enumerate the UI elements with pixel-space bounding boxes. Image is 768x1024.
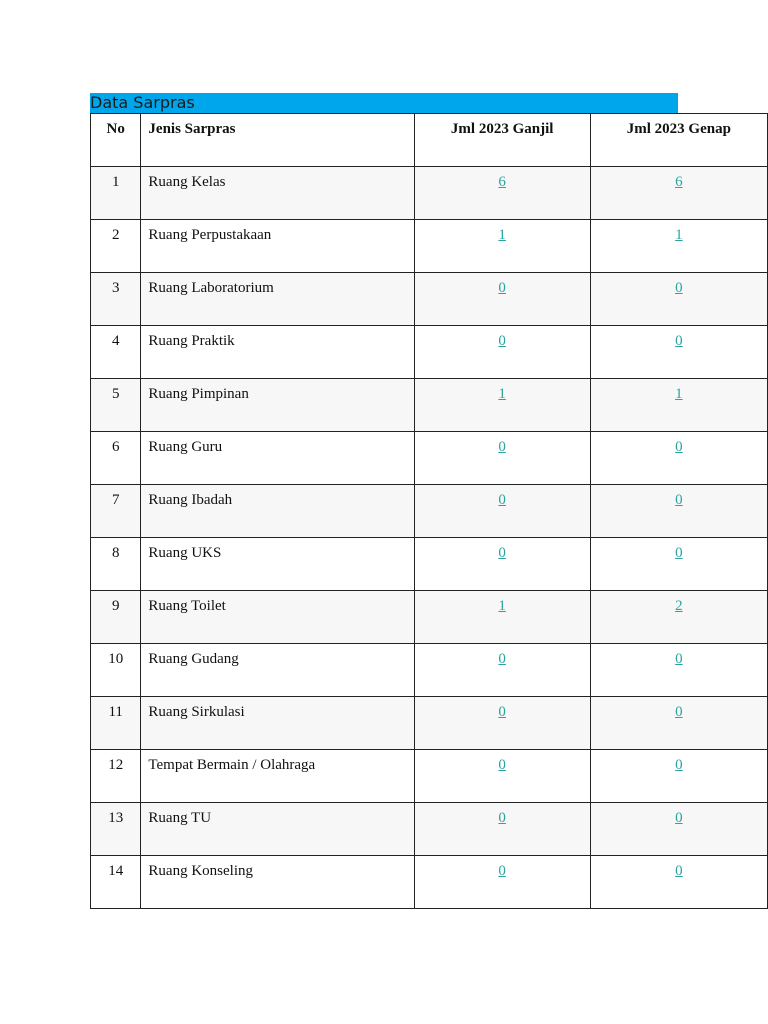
cell-jml-ganjil <box>414 803 590 856</box>
cell-jml-genap <box>590 220 767 273</box>
jml-genap-link[interactable]: 6 <box>675 174 683 190</box>
header-row <box>91 114 768 167</box>
cell-jenis-sarpras: Tempat Bermain / Olahraga <box>141 750 414 803</box>
table-row <box>91 591 768 644</box>
jml-ganjil-link[interactable]: 0 <box>498 439 506 455</box>
header-jml-2023-ganjil: Jml 2023 Ganjil <box>414 114 590 167</box>
cell-jml-genap <box>590 326 767 379</box>
cell-jml-ganjil <box>414 273 590 326</box>
jml-ganjil-link[interactable]: 0 <box>498 333 506 349</box>
cell-jenis-sarpras: Ruang Konseling <box>141 856 414 909</box>
cell-jenis-sarpras: Ruang Perpustakaan <box>141 220 414 273</box>
jml-ganjil-link[interactable]: 0 <box>498 757 506 773</box>
jml-ganjil-link[interactable]: 0 <box>498 651 506 667</box>
jml-genap-link[interactable]: 1 <box>675 227 683 243</box>
header-jml-2023-genap: Jml 2023 Genap <box>590 114 767 167</box>
cell-jml-genap <box>590 750 767 803</box>
cell-no: 8 <box>91 538 141 591</box>
table-row <box>91 273 768 326</box>
table-row <box>91 803 768 856</box>
cell-no: 13 <box>91 803 141 856</box>
table-row <box>91 750 768 803</box>
jml-ganjil-link[interactable]: 0 <box>498 280 506 296</box>
cell-jenis-sarpras: Ruang Gudang <box>141 644 414 697</box>
jml-ganjil-link[interactable]: 0 <box>498 863 506 879</box>
cell-jml-genap <box>590 697 767 750</box>
jml-ganjil-link[interactable]: 0 <box>498 492 506 508</box>
cell-no: 5 <box>91 379 141 432</box>
cell-no: 12 <box>91 750 141 803</box>
cell-no: 7 <box>91 485 141 538</box>
cell-jml-genap <box>590 432 767 485</box>
cell-no: 4 <box>91 326 141 379</box>
cell-no: 1 <box>91 167 141 220</box>
table-row <box>91 167 768 220</box>
cell-jml-genap <box>590 803 767 856</box>
jml-genap-link[interactable]: 0 <box>675 545 683 561</box>
header-jenis-sarpras: Jenis Sarpras <box>141 114 414 167</box>
cell-jml-ganjil <box>414 326 590 379</box>
cell-no: 3 <box>91 273 141 326</box>
table-row <box>91 644 768 697</box>
cell-jenis-sarpras: Ruang Praktik <box>141 326 414 379</box>
table-row <box>91 432 768 485</box>
jml-ganjil-link[interactable]: 1 <box>498 598 506 614</box>
section-title: Data Sarpras <box>90 93 678 113</box>
cell-jenis-sarpras: Ruang Sirkulasi <box>141 697 414 750</box>
table-body <box>91 167 768 909</box>
jml-genap-link[interactable]: 0 <box>675 439 683 455</box>
cell-jml-ganjil <box>414 697 590 750</box>
cell-jenis-sarpras: Ruang TU <box>141 803 414 856</box>
jml-genap-link[interactable]: 0 <box>675 757 683 773</box>
cell-jml-ganjil <box>414 220 590 273</box>
cell-no: 6 <box>91 432 141 485</box>
table-row <box>91 220 768 273</box>
jml-genap-link[interactable]: 1 <box>675 386 683 402</box>
jml-genap-link[interactable]: 0 <box>675 863 683 879</box>
cell-jenis-sarpras: Ruang UKS <box>141 538 414 591</box>
jml-genap-link[interactable]: 2 <box>675 598 683 614</box>
cell-no: 11 <box>91 697 141 750</box>
cell-jenis-sarpras: Ruang Pimpinan <box>141 379 414 432</box>
jml-ganjil-link[interactable]: 6 <box>498 174 506 190</box>
cell-jenis-sarpras: Ruang Guru <box>141 432 414 485</box>
cell-jml-ganjil <box>414 167 590 220</box>
jml-ganjil-link[interactable]: 0 <box>498 810 506 826</box>
cell-jml-ganjil <box>414 856 590 909</box>
table-row <box>91 485 768 538</box>
jml-ganjil-link[interactable]: 1 <box>498 227 506 243</box>
cell-jml-ganjil <box>414 750 590 803</box>
cell-jml-genap <box>590 273 767 326</box>
jml-ganjil-link[interactable]: 0 <box>498 545 506 561</box>
jml-genap-link[interactable]: 0 <box>675 492 683 508</box>
cell-no: 2 <box>91 220 141 273</box>
table-row <box>91 697 768 750</box>
cell-jml-ganjil <box>414 379 590 432</box>
table-header <box>91 114 768 167</box>
table-row <box>91 856 768 909</box>
jml-genap-link[interactable]: 0 <box>675 810 683 826</box>
jml-genap-link[interactable]: 0 <box>675 651 683 667</box>
jml-ganjil-link[interactable]: 0 <box>498 704 506 720</box>
cell-jml-ganjil <box>414 538 590 591</box>
jml-ganjil-link[interactable]: 1 <box>498 386 506 402</box>
cell-no: 14 <box>91 856 141 909</box>
header-no: No <box>91 114 141 167</box>
cell-jenis-sarpras: Ruang Toilet <box>141 591 414 644</box>
cell-jml-genap <box>590 538 767 591</box>
jml-genap-link[interactable]: 0 <box>675 280 683 296</box>
cell-no: 10 <box>91 644 141 697</box>
cell-jenis-sarpras: Ruang Kelas <box>141 167 414 220</box>
sarpras-table <box>90 113 768 909</box>
cell-jml-genap <box>590 167 767 220</box>
cell-jml-genap <box>590 591 767 644</box>
cell-jml-ganjil <box>414 485 590 538</box>
table-row <box>91 379 768 432</box>
cell-jenis-sarpras: Ruang Ibadah <box>141 485 414 538</box>
cell-jenis-sarpras: Ruang Laboratorium <box>141 273 414 326</box>
cell-no: 9 <box>91 591 141 644</box>
table-row <box>91 326 768 379</box>
cell-jml-ganjil <box>414 591 590 644</box>
cell-jml-genap <box>590 485 767 538</box>
table-row <box>91 538 768 591</box>
cell-jml-ganjil <box>414 432 590 485</box>
cell-jml-genap <box>590 856 767 909</box>
jml-genap-link[interactable]: 0 <box>675 333 683 349</box>
cell-jml-ganjil <box>414 644 590 697</box>
cell-jml-genap <box>590 644 767 697</box>
jml-genap-link[interactable]: 0 <box>675 704 683 720</box>
cell-jml-genap <box>590 379 767 432</box>
